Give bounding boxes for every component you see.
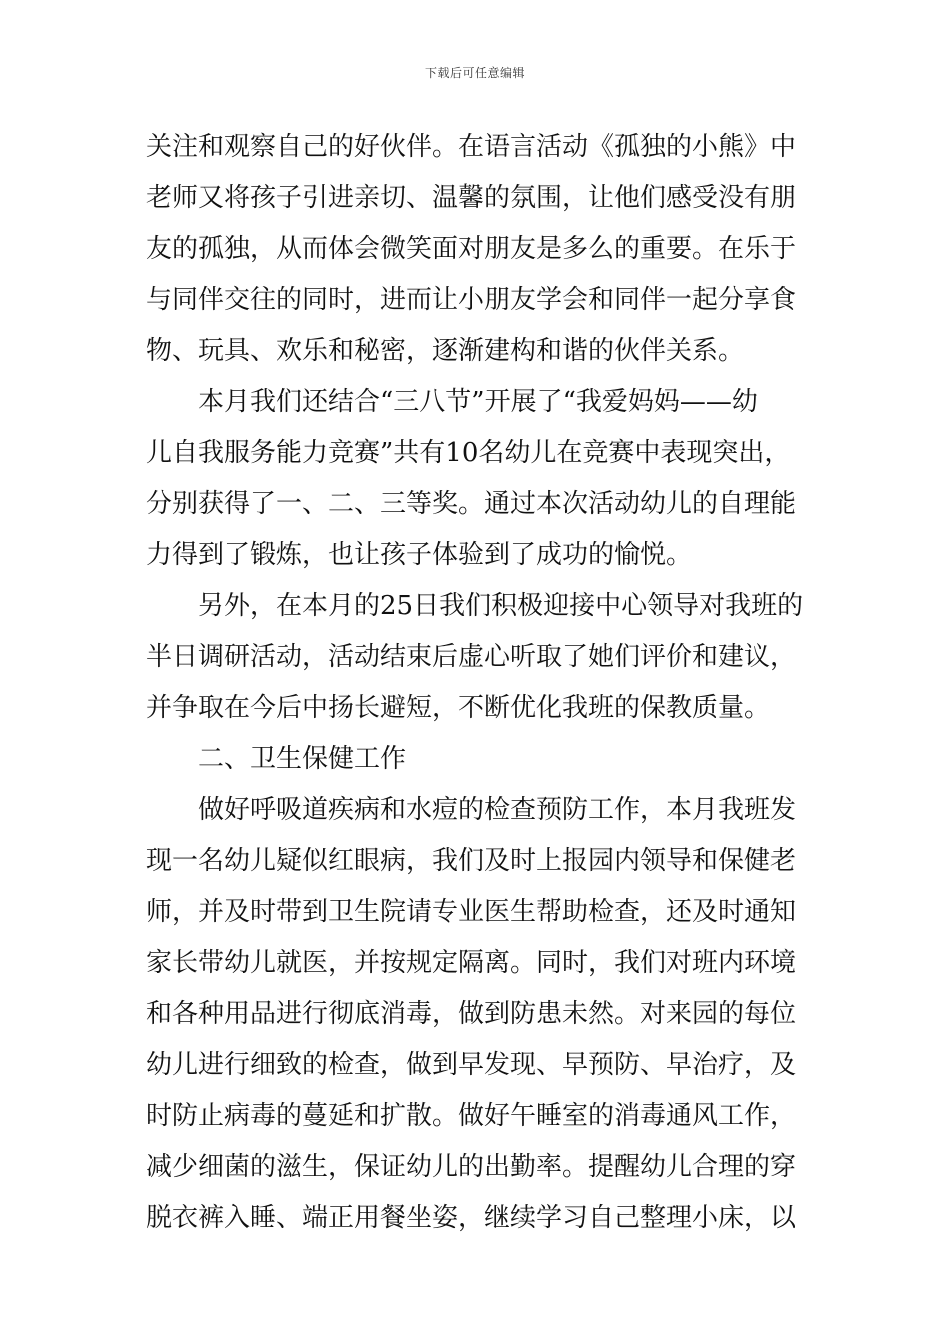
text-line: 家长带幼儿就医，并按规定隔离。同时，我们对班内环境 <box>146 948 797 978</box>
text-line: 分别获得了一、二、三等奖。通过本次活动幼儿的自理能 <box>146 489 797 519</box>
text-line: 师，并及时带到卫生院请专业医生帮助检查，还及时通知 <box>146 897 797 927</box>
text-line: 另外，在本月的25日我们积极迎接中心领导对我班的 <box>198 591 804 621</box>
text-line: 力得到了锻炼，也让孩子体验到了成功的愉悦。 <box>146 540 693 570</box>
text-line: 半日调研活动，活动结束后虚心听取了她们评价和建议， <box>146 642 797 672</box>
text-line: 和各种用品进行彻底消毒，做到防患未然。对来园的每位 <box>146 999 797 1029</box>
document-body <box>146 122 808 1244</box>
text-line: 并争取在今后中扬长避短，不断优化我班的保教质量。 <box>146 693 771 723</box>
text-line: 时防止病毒的蔓延和扩散。做好午睡室的消毒通风工作， <box>146 1101 797 1131</box>
text-line: 儿自我服务能力竞赛”共有10名幼儿在竞赛中表现突出， <box>146 438 791 468</box>
text-line: 本月我们还结合“三八节”开展了“我爱妈妈——幼 <box>198 387 758 417</box>
text-line: 关注和观察自己的好伙伴。在语言活动《孤独的小熊》中 <box>146 132 797 162</box>
text-line: 脱衣裤入睡、端正用餐坐姿，继续学习自己整理小床，以 <box>146 1203 797 1233</box>
text-line: 老师又将孩子引进亲切、温馨的氛围，让他们感受没有朋 <box>146 183 797 213</box>
text-line: 幼儿进行细致的检查，做到早发现、早预防、早治疗，及 <box>146 1050 797 1080</box>
text-line: 减少细菌的滋生，保证幼儿的出勤率。提醒幼儿合理的穿 <box>146 1152 797 1182</box>
text-line: 友的孤独，从而体会微笑面对朋友是多么的重要。在乐于 <box>146 234 797 264</box>
text-line: 做好呼吸道疾病和水痘的检查预防工作，本月我班发 <box>198 795 797 825</box>
text-line: 物、玩具、欢乐和秘密，逐渐建构和谐的伙伴关系。 <box>146 336 745 366</box>
text-line: 与同伴交往的同时，进而让小朋友学会和同伴一起分享食 <box>146 285 797 315</box>
section-heading: 二、卫生保健工作 <box>198 744 407 774</box>
text-line: 现一名幼儿疑似红眼病，我们及时上报园内领导和保健老 <box>146 846 797 876</box>
header-note: 下载后可任意编辑 <box>424 66 525 80</box>
